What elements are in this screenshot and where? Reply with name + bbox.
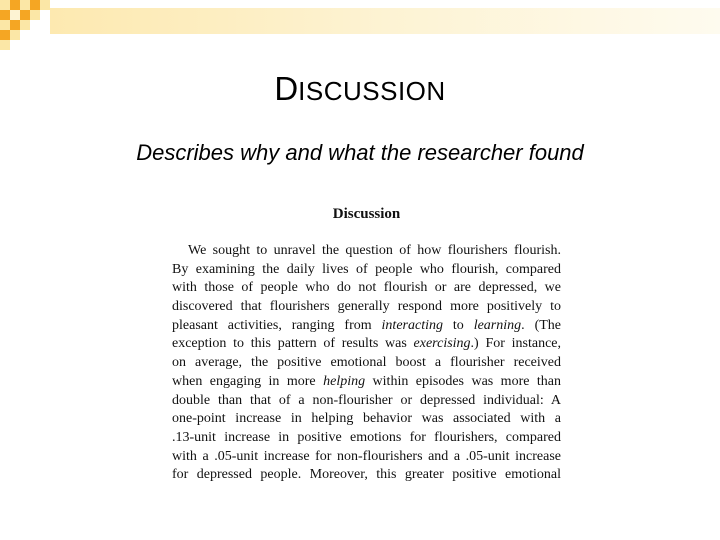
excerpt-line: By examining the daily lives of people who flourish, compared — [172, 261, 561, 277]
decorative-square — [0, 10, 10, 20]
paper-excerpt — [172, 204, 561, 485]
decorative-square — [0, 30, 10, 40]
slide-subtitle: Describes why and what the researcher found — [136, 140, 584, 165]
decorative-square — [30, 10, 40, 20]
excerpt-heading: Discussion — [332, 206, 401, 222]
decorative-square — [0, 40, 10, 50]
excerpt-line: with a .05-unit increase for non-flourishers and a .05-unit increase — [172, 448, 561, 464]
excerpt-line: with those of people who do not flourish or are depressed, we — [172, 280, 561, 296]
decorative-square — [0, 0, 10, 10]
decorative-square — [10, 20, 20, 30]
excerpt-line: when engaging in more helping within episodes was more than — [172, 373, 562, 389]
excerpt-line: one-point increase in helping behavior was associated with a — [172, 411, 561, 427]
slide-title-initial: D — [274, 70, 299, 107]
decorative-square — [40, 0, 50, 10]
decorative-band — [50, 8, 720, 34]
decorative-square — [10, 30, 20, 40]
decorative-square — [30, 0, 40, 10]
excerpt-line: on average, the positive emotional boost a flourisher received — [172, 355, 561, 371]
excerpt-line: double than that of a non-flourisher or depressed individual: A — [172, 392, 561, 408]
slide-title — [0, 72, 720, 105]
excerpt-line: pleasant activities, ranging from interacting to learning. (The — [172, 317, 561, 333]
decorative-square — [20, 20, 30, 30]
decorative-square — [20, 10, 30, 20]
decorative-square — [20, 0, 30, 10]
decorative-square — [10, 0, 20, 10]
excerpt-line: We sought to unravel the question of how flourishers flourish. — [188, 243, 561, 258]
excerpt-line: discovered that flourishers generally respond more positively to — [172, 299, 561, 315]
excerpt-line: exception to this pattern of results was exercising.) For instance, — [172, 336, 561, 352]
slide-title-rest: ISCUSSION — [298, 76, 446, 106]
excerpt-line: for depressed people. Moreover, this greater positive emotional — [172, 467, 561, 483]
decorative-square — [0, 20, 10, 30]
decorative-header-pattern — [0, 0, 720, 50]
decorative-square — [10, 10, 20, 20]
excerpt-line: .13-unit increase in positive emotions for flourishers, compared — [172, 429, 561, 445]
